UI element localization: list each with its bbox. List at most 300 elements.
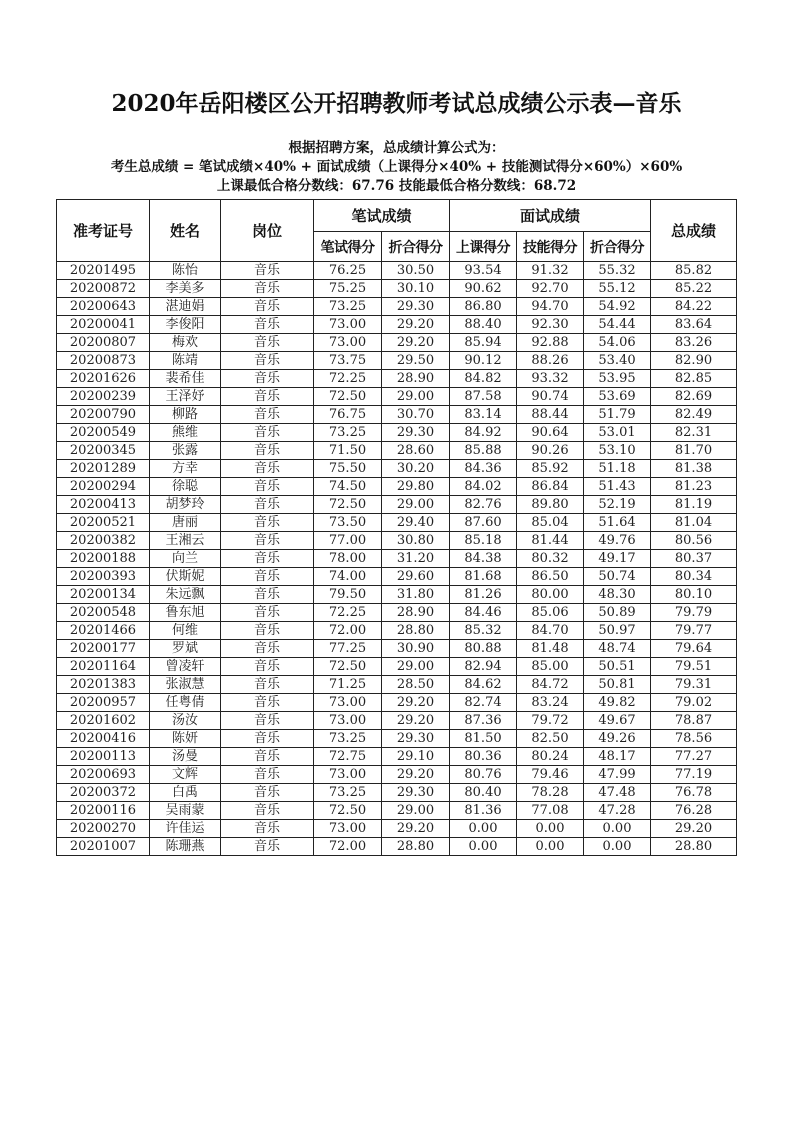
- cell-written-score: 74.00: [314, 568, 382, 586]
- cell-skill-score: 80.24: [517, 748, 584, 766]
- cell-written-score: 73.75: [314, 352, 382, 370]
- cell-total: 80.56: [651, 532, 737, 550]
- cell-post: 音乐: [221, 676, 314, 694]
- cell-lecture-score: 82.94: [450, 658, 517, 676]
- cell-lecture-score: 84.36: [450, 460, 517, 478]
- cell-id: 20201602: [57, 712, 150, 730]
- cell-lecture-score: 85.32: [450, 622, 517, 640]
- cell-written-score: 73.25: [314, 298, 382, 316]
- header-name: 姓名: [150, 200, 221, 262]
- cell-interview-converted: 52.19: [584, 496, 651, 514]
- cell-total: 82.49: [651, 406, 737, 424]
- cell-lecture-score: 82.76: [450, 496, 517, 514]
- cell-lecture-score: 80.36: [450, 748, 517, 766]
- cell-id: 20200134: [57, 586, 150, 604]
- cell-id: 20200416: [57, 730, 150, 748]
- cell-interview-converted: 51.64: [584, 514, 651, 532]
- cell-skill-score: 0.00: [517, 820, 584, 838]
- cell-skill-score: 85.00: [517, 658, 584, 676]
- cell-lecture-score: 87.60: [450, 514, 517, 532]
- cell-interview-converted: 50.97: [584, 622, 651, 640]
- cell-written-score: 73.00: [314, 694, 382, 712]
- cell-name: 何维: [150, 622, 221, 640]
- cell-interview-converted: 48.74: [584, 640, 651, 658]
- cell-interview-converted: 50.89: [584, 604, 651, 622]
- cell-id: 20200790: [57, 406, 150, 424]
- table-body: [57, 262, 737, 856]
- cell-interview-converted: 49.26: [584, 730, 651, 748]
- cell-skill-score: 77.08: [517, 802, 584, 820]
- cell-written-converted: 29.10: [382, 748, 450, 766]
- table-row: [57, 532, 737, 550]
- cell-name: 胡梦玲: [150, 496, 221, 514]
- cell-skill-score: 85.92: [517, 460, 584, 478]
- cell-post: 音乐: [221, 298, 314, 316]
- cell-post: 音乐: [221, 496, 314, 514]
- cell-lecture-score: 85.88: [450, 442, 517, 460]
- cell-written-converted: 28.90: [382, 604, 450, 622]
- cell-total: 83.26: [651, 334, 737, 352]
- cell-id: 20200872: [57, 280, 150, 298]
- cell-post: 音乐: [221, 478, 314, 496]
- cell-lecture-score: 82.74: [450, 694, 517, 712]
- cell-total: 81.70: [651, 442, 737, 460]
- cell-skill-score: 92.70: [517, 280, 584, 298]
- header-post: 岗位: [221, 200, 314, 262]
- cell-total: 83.64: [651, 316, 737, 334]
- cell-skill-score: 88.44: [517, 406, 584, 424]
- cell-name: 向兰: [150, 550, 221, 568]
- header-written-converted: 折合得分: [382, 232, 450, 262]
- header-skill-score: 技能得分: [517, 232, 584, 262]
- header-interview-group: 面试成绩: [450, 200, 651, 232]
- cell-interview-converted: 50.74: [584, 568, 651, 586]
- table-row: [57, 316, 737, 334]
- cell-lecture-score: 81.36: [450, 802, 517, 820]
- table-row: [57, 334, 737, 352]
- cell-post: 音乐: [221, 460, 314, 478]
- cell-name: 梅欢: [150, 334, 221, 352]
- cell-total: 81.23: [651, 478, 737, 496]
- cell-written-score: 74.50: [314, 478, 382, 496]
- table-row: [57, 388, 737, 406]
- cell-written-score: 73.00: [314, 334, 382, 352]
- cell-lecture-score: 93.54: [450, 262, 517, 280]
- cell-lecture-score: 84.62: [450, 676, 517, 694]
- cell-name: 陈珊燕: [150, 838, 221, 856]
- cell-name: 鲁东旭: [150, 604, 221, 622]
- cell-lecture-score: 0.00: [450, 820, 517, 838]
- cell-id: 20200345: [57, 442, 150, 460]
- cell-post: 音乐: [221, 406, 314, 424]
- cell-written-converted: 29.20: [382, 334, 450, 352]
- cell-skill-score: 91.32: [517, 262, 584, 280]
- cell-id: 20201164: [57, 658, 150, 676]
- cell-id: 20200548: [57, 604, 150, 622]
- cell-written-converted: 29.30: [382, 730, 450, 748]
- cell-skill-score: 89.80: [517, 496, 584, 514]
- cell-total: 29.20: [651, 820, 737, 838]
- cell-written-score: 72.25: [314, 370, 382, 388]
- cell-total: 79.79: [651, 604, 737, 622]
- cell-written-converted: 29.80: [382, 478, 450, 496]
- cell-interview-converted: 47.48: [584, 784, 651, 802]
- cell-written-score: 77.25: [314, 640, 382, 658]
- cell-interview-converted: 50.51: [584, 658, 651, 676]
- cell-lecture-score: 85.94: [450, 334, 517, 352]
- cell-post: 音乐: [221, 442, 314, 460]
- header-total: 总成绩: [651, 200, 737, 262]
- cell-interview-converted: 54.92: [584, 298, 651, 316]
- cell-skill-score: 82.50: [517, 730, 584, 748]
- table-row: [57, 694, 737, 712]
- cell-interview-converted: 51.79: [584, 406, 651, 424]
- cell-interview-converted: 49.82: [584, 694, 651, 712]
- cell-total: 80.10: [651, 586, 737, 604]
- cell-lecture-score: 84.82: [450, 370, 517, 388]
- table-row: [57, 640, 737, 658]
- cell-written-score: 76.25: [314, 262, 382, 280]
- cell-name: 柳路: [150, 406, 221, 424]
- cell-id: 20200113: [57, 748, 150, 766]
- page-title: 2020年岳阳楼区公开招聘教师考试总成绩公示表—音乐: [111, 90, 682, 117]
- cell-name: 王湘云: [150, 532, 221, 550]
- cell-skill-score: 81.48: [517, 640, 584, 658]
- cell-skill-score: 84.72: [517, 676, 584, 694]
- cell-name: 曾凌轩: [150, 658, 221, 676]
- cell-total: 82.69: [651, 388, 737, 406]
- cell-interview-converted: 47.99: [584, 766, 651, 784]
- cell-name: 朱远飘: [150, 586, 221, 604]
- cell-id: 20200294: [57, 478, 150, 496]
- cell-total: 81.19: [651, 496, 737, 514]
- cell-lecture-score: 0.00: [450, 838, 517, 856]
- cell-total: 79.31: [651, 676, 737, 694]
- cell-written-score: 75.50: [314, 460, 382, 478]
- cell-written-converted: 29.20: [382, 766, 450, 784]
- cell-total: 76.78: [651, 784, 737, 802]
- cell-written-score: 73.25: [314, 730, 382, 748]
- cell-written-converted: 28.80: [382, 838, 450, 856]
- cell-post: 音乐: [221, 334, 314, 352]
- cell-name: 文辉: [150, 766, 221, 784]
- cell-written-score: 76.75: [314, 406, 382, 424]
- cell-total: 81.38: [651, 460, 737, 478]
- cell-written-score: 71.25: [314, 676, 382, 694]
- cell-id: 20200177: [57, 640, 150, 658]
- cell-lecture-score: 80.76: [450, 766, 517, 784]
- cell-name: 任粤倩: [150, 694, 221, 712]
- cell-skill-score: 90.64: [517, 424, 584, 442]
- cell-written-converted: 30.20: [382, 460, 450, 478]
- passing-lines: 上课最低合格分数线：67.76 技能最低合格分数线：68.72: [216, 178, 577, 194]
- cell-total: 79.51: [651, 658, 737, 676]
- cell-written-score: 72.50: [314, 496, 382, 514]
- header-lecture-score: 上课得分: [450, 232, 517, 262]
- cell-interview-converted: 49.76: [584, 532, 651, 550]
- table-row: [57, 604, 737, 622]
- cell-written-converted: 29.20: [382, 820, 450, 838]
- table-row: [57, 280, 737, 298]
- table-row: [57, 262, 737, 280]
- table-row: [57, 352, 737, 370]
- cell-interview-converted: 53.40: [584, 352, 651, 370]
- cell-written-converted: 29.30: [382, 424, 450, 442]
- cell-written-converted: 28.90: [382, 370, 450, 388]
- cell-name: 伏斯妮: [150, 568, 221, 586]
- cell-written-converted: 29.00: [382, 496, 450, 514]
- cell-interview-converted: 54.06: [584, 334, 651, 352]
- cell-written-score: 77.00: [314, 532, 382, 550]
- cell-lecture-score: 84.46: [450, 604, 517, 622]
- cell-lecture-score: 90.12: [450, 352, 517, 370]
- cell-written-score: 73.00: [314, 766, 382, 784]
- cell-post: 音乐: [221, 370, 314, 388]
- cell-skill-score: 92.30: [517, 316, 584, 334]
- cell-written-converted: 31.20: [382, 550, 450, 568]
- cell-id: 20200693: [57, 766, 150, 784]
- cell-written-converted: 29.00: [382, 802, 450, 820]
- cell-post: 音乐: [221, 604, 314, 622]
- cell-lecture-score: 86.80: [450, 298, 517, 316]
- cell-interview-converted: 50.81: [584, 676, 651, 694]
- cell-lecture-score: 87.36: [450, 712, 517, 730]
- cell-total: 81.04: [651, 514, 737, 532]
- cell-lecture-score: 84.38: [450, 550, 517, 568]
- cell-id: 20201466: [57, 622, 150, 640]
- cell-post: 音乐: [221, 280, 314, 298]
- cell-id: 20200041: [57, 316, 150, 334]
- table-row: [57, 766, 737, 784]
- cell-skill-score: 93.32: [517, 370, 584, 388]
- cell-written-score: 72.25: [314, 604, 382, 622]
- cell-total: 85.22: [651, 280, 737, 298]
- cell-written-score: 73.25: [314, 784, 382, 802]
- cell-name: 李美多: [150, 280, 221, 298]
- cell-total: 77.27: [651, 748, 737, 766]
- cell-post: 音乐: [221, 658, 314, 676]
- cell-lecture-score: 81.68: [450, 568, 517, 586]
- cell-written-converted: 30.80: [382, 532, 450, 550]
- cell-lecture-score: 84.92: [450, 424, 517, 442]
- cell-written-converted: 31.80: [382, 586, 450, 604]
- cell-skill-score: 78.28: [517, 784, 584, 802]
- cell-interview-converted: 55.12: [584, 280, 651, 298]
- cell-total: 79.02: [651, 694, 737, 712]
- table-row: [57, 442, 737, 460]
- cell-written-score: 79.50: [314, 586, 382, 604]
- cell-interview-converted: 49.67: [584, 712, 651, 730]
- cell-interview-converted: 48.30: [584, 586, 651, 604]
- cell-skill-score: 0.00: [517, 838, 584, 856]
- header-written-group: 笔试成绩: [314, 200, 450, 232]
- cell-interview-converted: 54.44: [584, 316, 651, 334]
- cell-written-converted: 30.50: [382, 262, 450, 280]
- cell-id: 20200372: [57, 784, 150, 802]
- table-row: [57, 658, 737, 676]
- table-row: [57, 568, 737, 586]
- cell-skill-score: 84.70: [517, 622, 584, 640]
- cell-post: 音乐: [221, 532, 314, 550]
- cell-name: 方幸: [150, 460, 221, 478]
- table-row: [57, 622, 737, 640]
- header-written-score: 笔试得分: [314, 232, 382, 262]
- cell-lecture-score: 81.50: [450, 730, 517, 748]
- cell-id: 20201626: [57, 370, 150, 388]
- cell-skill-score: 80.00: [517, 586, 584, 604]
- cell-skill-score: 86.84: [517, 478, 584, 496]
- cell-id: 20200116: [57, 802, 150, 820]
- cell-skill-score: 80.32: [517, 550, 584, 568]
- cell-id: 20200549: [57, 424, 150, 442]
- table-row: [57, 478, 737, 496]
- cell-name: 张露: [150, 442, 221, 460]
- cell-written-score: 72.50: [314, 388, 382, 406]
- cell-name: 裴希佳: [150, 370, 221, 388]
- cell-name: 汤曼: [150, 748, 221, 766]
- cell-post: 音乐: [221, 766, 314, 784]
- cell-post: 音乐: [221, 640, 314, 658]
- cell-written-converted: 29.60: [382, 568, 450, 586]
- cell-total: 79.77: [651, 622, 737, 640]
- table-row: [57, 820, 737, 838]
- table-row: [57, 748, 737, 766]
- cell-name: 白禹: [150, 784, 221, 802]
- cell-written-score: 72.50: [314, 658, 382, 676]
- cell-written-score: 72.75: [314, 748, 382, 766]
- cell-written-converted: 29.00: [382, 388, 450, 406]
- cell-written-converted: 29.20: [382, 316, 450, 334]
- cell-total: 80.37: [651, 550, 737, 568]
- cell-interview-converted: 47.28: [584, 802, 651, 820]
- cell-id: 20200393: [57, 568, 150, 586]
- cell-total: 79.64: [651, 640, 737, 658]
- cell-skill-score: 88.26: [517, 352, 584, 370]
- cell-interview-converted: 49.17: [584, 550, 651, 568]
- cell-written-score: 73.00: [314, 712, 382, 730]
- cell-skill-score: 85.06: [517, 604, 584, 622]
- cell-name: 吴雨蒙: [150, 802, 221, 820]
- cell-post: 音乐: [221, 424, 314, 442]
- cell-skill-score: 83.24: [517, 694, 584, 712]
- table-row: [57, 406, 737, 424]
- cell-id: 20201383: [57, 676, 150, 694]
- cell-written-converted: 28.80: [382, 622, 450, 640]
- cell-id: 20200188: [57, 550, 150, 568]
- cell-id: 20200413: [57, 496, 150, 514]
- cell-lecture-score: 83.14: [450, 406, 517, 424]
- cell-skill-score: 90.74: [517, 388, 584, 406]
- cell-id: 20200807: [57, 334, 150, 352]
- cell-written-converted: 28.60: [382, 442, 450, 460]
- cell-post: 音乐: [221, 712, 314, 730]
- table-row: [57, 460, 737, 478]
- cell-name: 陈怡: [150, 262, 221, 280]
- table-row: [57, 838, 737, 856]
- cell-written-converted: 30.10: [382, 280, 450, 298]
- table-row: [57, 514, 737, 532]
- cell-total: 80.34: [651, 568, 737, 586]
- cell-id: 20200957: [57, 694, 150, 712]
- table-row: [57, 784, 737, 802]
- cell-skill-score: 90.26: [517, 442, 584, 460]
- cell-post: 音乐: [221, 802, 314, 820]
- cell-id: 20201495: [57, 262, 150, 280]
- cell-total: 78.56: [651, 730, 737, 748]
- cell-post: 音乐: [221, 694, 314, 712]
- cell-written-score: 73.25: [314, 424, 382, 442]
- cell-name: 陈妍: [150, 730, 221, 748]
- cell-written-converted: 30.70: [382, 406, 450, 424]
- cell-written-converted: 29.30: [382, 298, 450, 316]
- cell-post: 音乐: [221, 568, 314, 586]
- cell-interview-converted: 51.18: [584, 460, 651, 478]
- cell-skill-score: 79.46: [517, 766, 584, 784]
- cell-name: 徐聪: [150, 478, 221, 496]
- cell-written-converted: 29.20: [382, 712, 450, 730]
- cell-interview-converted: 51.43: [584, 478, 651, 496]
- cell-id: 20201007: [57, 838, 150, 856]
- cell-name: 张淑慧: [150, 676, 221, 694]
- cell-total: 82.90: [651, 352, 737, 370]
- cell-written-score: 71.50: [314, 442, 382, 460]
- table-row: [57, 730, 737, 748]
- cell-post: 音乐: [221, 838, 314, 856]
- cell-total: 82.31: [651, 424, 737, 442]
- cell-post: 音乐: [221, 586, 314, 604]
- cell-total: 82.85: [651, 370, 737, 388]
- cell-interview-converted: 53.10: [584, 442, 651, 460]
- cell-id: 20200873: [57, 352, 150, 370]
- cell-post: 音乐: [221, 262, 314, 280]
- table-row: [57, 496, 737, 514]
- cell-name: 王泽妤: [150, 388, 221, 406]
- cell-lecture-score: 81.26: [450, 586, 517, 604]
- cell-written-score: 72.00: [314, 622, 382, 640]
- cell-name: 陈靖: [150, 352, 221, 370]
- cell-skill-score: 81.44: [517, 532, 584, 550]
- cell-post: 音乐: [221, 730, 314, 748]
- header-interview-converted: 折合得分: [584, 232, 651, 262]
- table-row: [57, 586, 737, 604]
- cell-written-score: 72.00: [314, 838, 382, 856]
- header-id: 准考证号: [57, 200, 150, 262]
- cell-written-converted: 29.40: [382, 514, 450, 532]
- formula-intro: 根据招聘方案，总成绩计算公式为：: [288, 140, 505, 156]
- cell-total: 85.82: [651, 262, 737, 280]
- table-row: [57, 676, 737, 694]
- cell-interview-converted: 53.01: [584, 424, 651, 442]
- cell-name: 湛迪娟: [150, 298, 221, 316]
- cell-written-score: 73.50: [314, 514, 382, 532]
- cell-written-score: 73.00: [314, 316, 382, 334]
- cell-interview-converted: 55.32: [584, 262, 651, 280]
- cell-written-converted: 28.50: [382, 676, 450, 694]
- cell-id: 20200270: [57, 820, 150, 838]
- cell-id: 20200239: [57, 388, 150, 406]
- cell-name: 李俊阳: [150, 316, 221, 334]
- cell-interview-converted: 53.95: [584, 370, 651, 388]
- cell-written-score: 78.00: [314, 550, 382, 568]
- table-row: [57, 550, 737, 568]
- cell-name: 熊维: [150, 424, 221, 442]
- cell-id: 20200643: [57, 298, 150, 316]
- cell-skill-score: 94.70: [517, 298, 584, 316]
- cell-skill-score: 86.50: [517, 568, 584, 586]
- cell-id: 20200382: [57, 532, 150, 550]
- cell-written-score: 72.50: [314, 802, 382, 820]
- cell-lecture-score: 88.40: [450, 316, 517, 334]
